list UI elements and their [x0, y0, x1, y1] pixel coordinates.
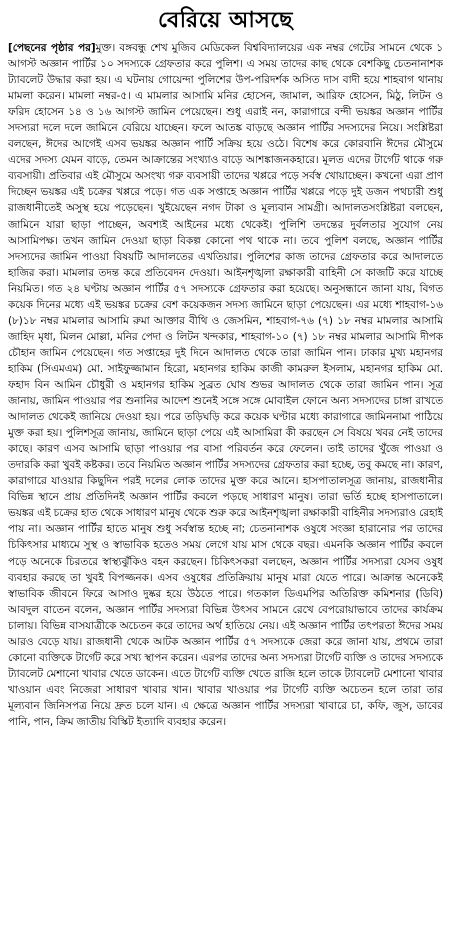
article-headline: বেরিয়ে আসছে: [158, 8, 293, 33]
article-body: [8, 40, 443, 940]
article-paragraph: [8, 40, 443, 730]
article-text: মুক্ত। বঙ্গবন্ধু শেখ মুজিব মেডিকেল বিশ্ববিদ্যালয়ের এক নম্বর গেটের সামনে থেকে ১ আগস্ট অজ্ঞান পার্টির ১০ সদস্যকে গ্রেফতার করে পুলিশ। এ সময় তাদের কাছ থেকে বেশকিছু চেতনানাশক ট্যাবলেট উদ্ধার করা হয়। এ ঘটনায় গোয়েন্দা পুলিশের উপ-পরিদর্শক অসিত দাস বাদী হয়ে শাহবাগ থানায় মামলা করেন। মামলা নম্বর-৫। এ মামলার আসামি মনির হোসেন, জামাল, আরিফ হোসেন, মিঠু, লিটন ও ফরিদ হোসেন ১৪ ও ১৬ আগস্ট জামিন পেয়েছেন। শুধু এরাই নন, কারাগারে বন্দী ভয়ঙ্কর অজ্ঞান পার্টির সদস্যরা দলে দলে জামিনে বেরিয়ে যাচ্ছেন। ফলে আতঙ্ক বাড়ছে অজ্ঞান পার্টির সদস্যদের নিয়ে। সংশ্লিষ্টরা বলছেন, ঈদের আগেই এসব ভয়ঙ্কর অজ্ঞান পার্টি সক্রিয় হয়ে ওঠে। বিশেষ করে কোরবানি ঈদের মৌসুমে এদের সদস্য যেমন বাড়ে, তেমন আক্রান্তের সংখ্যাও বাড়ে আশঙ্কাজনকহারে। মূলত এদের টার্গেট থাকে গরু ব্যবসায়ী। প্রতিবার এই মৌসুমে অসংখ্য গরু ব্যবসায়ী তাদের খপ্পরে পড়ে সর্বস্ব খোয়াচ্ছেন। কখনো এরা প্রাণ দিচ্ছেন ভয়ঙ্কর এই চক্রের খপ্পরে পড়ে। গত এক সপ্তাহে অজ্ঞান পার্টির খপ্পরে পড়ে দুই ডজন পথচারী শুধু রাজধানীতেই অসুস্থ হয়ে পড়েছেন। খুইয়েছেন নগদ টাকা ও মূল্যবান সামগ্রী। আদালতসংশ্লিষ্টরা বলছেন, জামিনে যারা ছাড়া পাচ্ছেন, অবশ্যই আইনের মধ্যে থেকেই। পুলিশি তদন্তের দুর্বলতার সুযোগ নেয় আসামিপক্ষ। তখন জামিন দেওয়া ছাড়া বিকল্প কোনো পথ থাকে না। তবে পুলিশ বলছে, অজ্ঞান পার্টির সদস্যদের জামিন পাওয়া বিষয়টি আদালতের এখতিয়ার। পুলিশের কাজ তাদের গ্রেফতার করে আদালতে হাজির করা। মামলার তদন্ত করে প্রতিবেদন দেওয়া। আইনশৃঙ্খলা রক্ষাকারী বাহিনী সে কাজটি করে যাচ্ছে নিয়মিত। গত ২৪ ঘণ্টায় অজ্ঞান পার্টির ৫৭ সদস্যকে গ্রেফতার করা হয়েছে। অনুসন্ধানে জানা যায়, বিগত কয়েক দিনের মধ্যে এই ভয়ঙ্কর চক্রের বেশ কয়েকজন সদস্য জামিনে ছাড়া পেয়েছেন। এর মধ্যে শাহবাগ-১৬ (৮)১৮ নম্বর মামলার আসামি রুমা আক্তার বীথি ও জেসমিন, শাহবাগ-৭৬ (৭) ১৮ নম্বর মামলার আসামি জাহিদ মৃধা, মিলন মোল্লা, মনির পেদা ও লিটন খন্দকার, শাহবাগ-১০ (৭) ১৮ নম্বর মামলার আসামি দীপক চৌহান জামিন পেয়েছেন। গত সপ্তাহের দুই দিনে আদালত থেকে তারা জামিন পান। ঢাকার মুখ্য মহানগর হাকিম (সিএমএম) মো. সাইফুজ্জামান হিরো, মহানগর হাকিম কাজী কামরুল ইসলাম, মহানগর হাকিম মো. ফহাদ বিন আমিন চৌধুরী ও মহানগর হাকিম সুব্রত ঘোষ শুভর আদালত থেকে তারা জামিন পান। সূত্র জানায়, জামিন পাওয়ার পর শুনানির আদেশ শুনেই সঙ্গে সঙ্গে মোবাইল ফোনে অন্য সদস্যদের চাঙ্গা রাখতে আদালত থেকেই জানিয়ে দেওয়া হয়। পরে তড়িঘড়ি করে কয়েক ঘণ্টার মধ্যে কারাগারে জামিননামা পাঠিয়ে মুক্ত করা হয়। পুলিশসূত্র জানায়, জামিনে ছাড়া পেয়ে এই আসামিরা কী করছেন সে বিষয়ে খবর নেই তাদের কাছে। কারণ এসব আসামি ছাড়া পাওয়ার পর বাসা পরিবর্তন করে ফেলেন। তাই তাদের খুঁজে পাওয়া ও তদারকি করা খুবই কষ্টকর। তবে নিয়মিত অজ্ঞান পার্টির সদস্যদের গ্রেফতার করা হচ্ছে, তবু কমছে না। কারণ, কারাগারে যাওয়ার কিছুদিন পরই দলের লোক তাদের মুক্ত করে আনে। হাসপাতালসূত্র জানায়, রাজধানীর বিভিন্ন স্থানে প্রায় প্রতিদিনই অজ্ঞান পার্টির কবলে পড়ছে সাধারণ মানুষ। তারা ভর্তি হচ্ছে হাসপাতালে। ভয়ঙ্কর এই চক্রের হাত থেকে সাধারণ মানুষ থেকে শুরু করে আইনশৃঙ্খলা রক্ষাকারী বাহিনীর সদস্যরাও রেহাই পায় না। অজ্ঞান পার্টির হাতে মানুষ শুধু সর্বস্বান্ত হচ্ছে না; চেতনানাশক ওষুধে সংজ্ঞা হারানোর পর তাদের চিকিৎসার মাধ্যমে সুস্থ ও স্বাভাবিক হতেও সময় লেগে যায় মাস থেকে বছর। এমনকি অজ্ঞান পার্টির কবলে পড়ে অনেকে চিরতরে স্বাস্থ্যঝুঁকিও বহন করছেন। চিকিৎসকরা বলছেন, অজ্ঞান পার্টির সদস্যরা যেসব ওষুধ ব্যবহার করছে তা খুবই বিপজ্জনক। এসব ওষুধের প্রতিক্রিয়ায় মানুষ মারা যেতে পারে। আক্রান্ত অনেকেই স্বাভাবিক জীবনে ফিরে আসাও দুষ্কর হয়ে উঠতে পারে। গতকাল ডিএমপির অতিরিক্ত কমিশনার (ডিবি) আবদুল বাতেন বলেন, অজ্ঞান পার্টির সদস্যরা বিভিন্ন উৎসব সামনে রেখে বেপরোয়াভাবে তাদের কার্যক্রম চালায়। বিভিন্ন বাসযাত্রীকে অচেতন করে তাদের অর্থ হাতিয়ে নেয়। এই অজ্ঞান পার্টির তৎপরতা ঈদের সময় আরও বেড়ে যায়। রাজধানী থেকে আটক অজ্ঞান পার্টির ৫৭ সদস্যকে জেরা করে জানা যায়, প্রথমে তারা কোনো ব্যক্তিকে টার্গেট করে সখ্য স্থাপন করেন। এরপর তাদের অন্য সদস্যরা টার্গেট ব্যক্তি ও তাদের সদস্যকে ট্যাবলেট মেশানো খাবার খেতে ডাকেন। এতে টার্গেট ব্যক্তি খেতে রাজি হলে তাকে ট্যাবলেট মেশানো খাবার খাওয়ান এবং নিজেরা সাধারণ খাবার খান। খাবার খাওয়ার পর টার্গেট ব্যক্তি অচেতন হলে তারা তার মূল্যবান জিনিসপত্র নিয়ে দ্রুত চলে যান। এ ক্ষেত্রে অজ্ঞান পার্টির সদস্যরা খাবারে চা, কফি, জুস, ডাবের পানি, পান, ক্রিম জাতীয় বিস্কিট ইত্যাদি ব্যবহার করেন।: [8, 42, 443, 728]
continued-from-label: [পেছনের পৃষ্ঠার পর]: [8, 42, 96, 54]
